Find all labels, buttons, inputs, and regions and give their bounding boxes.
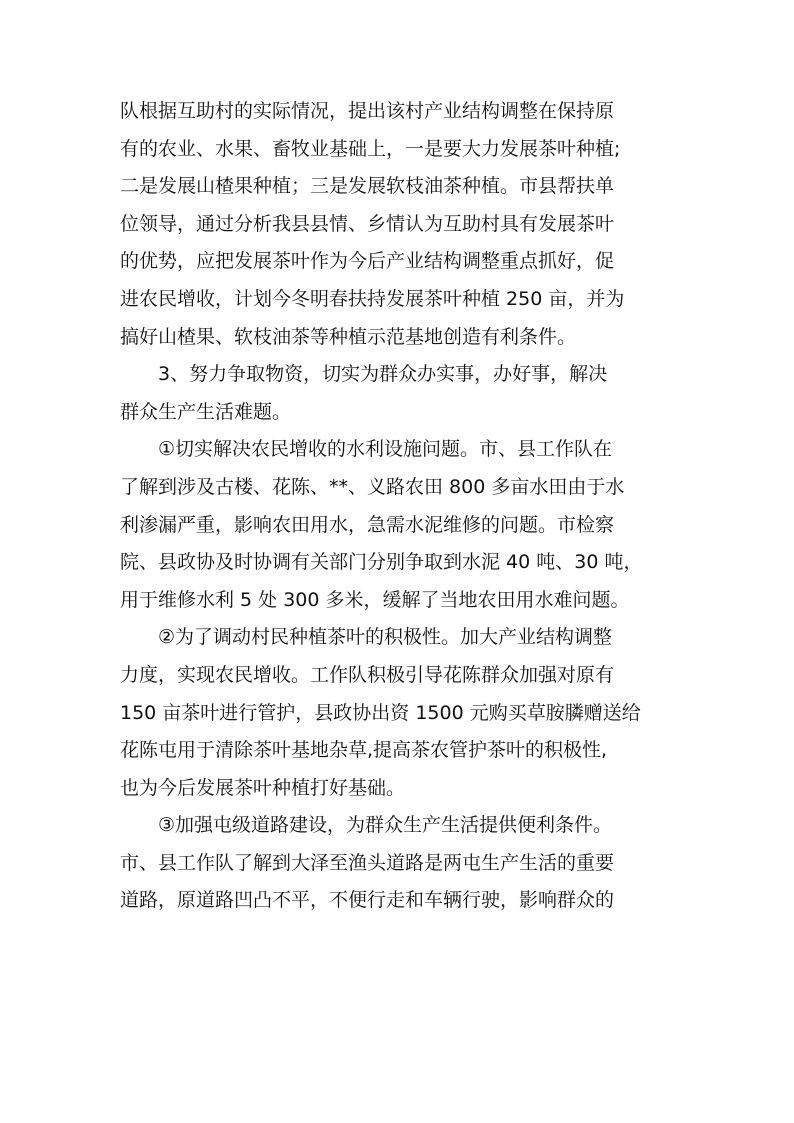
text-line: 位领导，通过分析我县县情、乡情认为互助村具有发展茶叶 xyxy=(120,212,615,235)
document-body xyxy=(120,93,688,920)
text-line: 搞好山楂果、软枝油茶等种植示范基地创造有利条件。 xyxy=(120,325,577,348)
text-line: 道路，原道路凹凸不平，不便行走和车辆行驶，影响群众的 xyxy=(120,889,615,912)
text-line: 也为今后发展茶叶种植打好基础。 xyxy=(120,776,406,799)
text-line: 进农民增收，计划今冬明春扶持发展茶叶种植 250 亩，并为 xyxy=(120,287,625,310)
text-line: 利渗漏严重，影响农田用水，急需水泥维修的问题。市检察 xyxy=(120,513,615,536)
text-line: 的优势，应把发展茶叶作为今后产业结构调整重点抓好，促 xyxy=(120,250,615,273)
text-line: 用于维修水利 5 处 300 多米，缓解了当地农田用水难问题。 xyxy=(120,588,630,611)
text-line: 院、县政协及时协调有关部门分别争取到水泥 40 吨、30 吨， xyxy=(120,551,643,574)
text-line: 二是发展山楂果种植；三是发展软枝油茶种植。市县帮扶单 xyxy=(120,175,615,198)
text-line: 有的农业、水果、畜牧业基础上，一是要大力发展茶叶种植; xyxy=(120,137,621,160)
paragraph-start-line: ①切实解决农民增收的水利设施问题。市、县工作队在 xyxy=(158,438,613,461)
text-line: 队根据互助村的实际情况，提出该村产业结构调整在保持原 xyxy=(120,100,615,122)
text-line: 了解到涉及古楼、花陈、**、义路农田 800 多亩水田由于水 xyxy=(120,475,625,498)
paragraph-start-line: ③加强屯级道路建设，为群众生产生活提供便利条件。 xyxy=(158,814,613,837)
text-line: 力度，实现农民增收。工作队积极引导花陈群众加强对原有 xyxy=(120,663,615,686)
text-line: 群众生产生活难题。 xyxy=(120,400,292,423)
text-line: 150 亩茶叶进行管护，县政协出资 1500 元购买草胺膦赠送给 xyxy=(120,701,641,724)
section-heading-line: 3、努力争取物资，切实为群众办实事，办好事，解决 xyxy=(158,363,608,386)
paragraph-start-line: ②为了调动村民种植茶叶的积极性。加大产业结构调整 xyxy=(158,626,613,649)
text-line: 花陈屯用于清除茶叶基地杂草,提高茶农管护茶叶的积极性, xyxy=(120,739,608,762)
text-line: 市、县工作队了解到大泽至渔头道路是两屯生产生活的重要 xyxy=(120,851,615,874)
